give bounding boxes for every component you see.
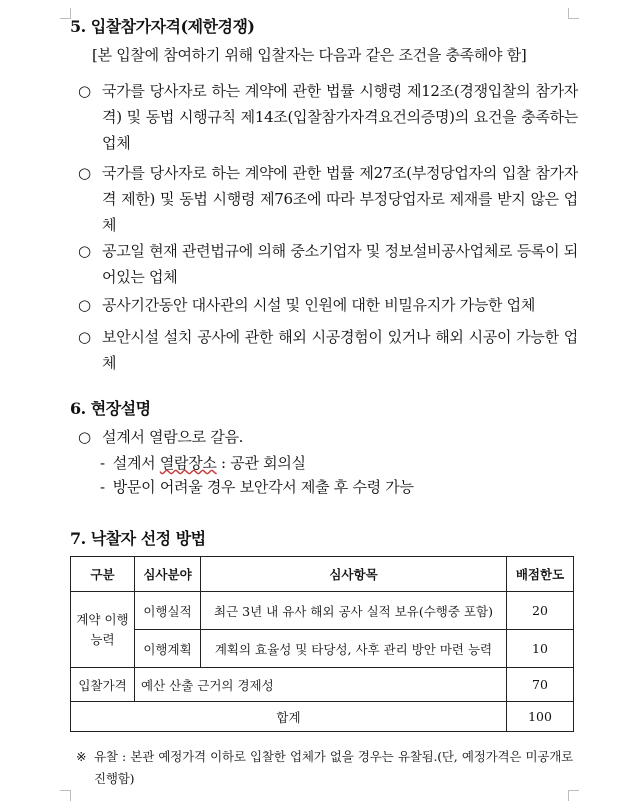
qualification-item-1 [78,78,578,156]
sub1-underlined: 열람장소 [159,454,217,472]
qualification-item-3 [78,238,578,290]
bullet-marker: ○ [78,242,92,260]
section5-title: 5. 입찰참가자격(제한경쟁) [70,17,255,36]
crop-mark-bottom-left [60,790,71,801]
table-row [71,630,574,668]
dash-marker: - [100,478,105,496]
score-cell: 70 [507,668,574,702]
sub2-text: 방문이 어려울 경우 보안각서 제출 후 수령 가능 [112,478,414,496]
qualification-item-4 [78,292,578,318]
table-row [71,592,574,630]
sub1-prefix: 설계서 [112,454,160,472]
qualification-text: 보안시설 설치 공사에 관한 해외 시공경험이 있거나 해외 시공이 가능한 업체 [102,328,578,372]
bullet-marker: ○ [78,296,92,314]
item-cell: 최근 3년 내 유사 해외 공사 실적 보유(수행중 포함) [201,592,507,630]
header-max-score: 배점한도 [507,557,574,592]
bullet-marker: ○ [78,164,92,182]
score-cell: 20 [507,592,574,630]
header-category: 구분 [71,557,135,592]
score-cell: 10 [507,630,574,668]
header-field: 심사분야 [135,557,201,592]
qualification-text: 국가를 당사자로 하는 계약에 관한 법률 시행령 제12조(경쟁입찰의 참가자격) 및 동법 시행규칙 제14조(입찰참가자격요건의증명)의 요건을 충족하는 업체 [102,82,578,152]
site-briefing-text: 설계서 열람으로 갈음. [102,428,244,446]
qualification-text: 국가를 당사자로 하는 계약에 관한 법률 제27조(부정당업자의 입찰 참가자격 제한) 및 동법 시행령 제76조에 따라 부정당업자로 제재를 받지 않은 업체 [102,164,578,234]
crop-mark-bottom-right [568,790,579,801]
table-row [71,668,574,702]
site-briefing-sub-2 [100,476,414,498]
field-cell: 이행계획 [135,630,201,668]
evaluation-table [70,556,574,732]
qualification-item-5 [78,324,578,376]
qualification-text: 공사기간동안 대사관의 시설 및 인원에 대한 비밀유지가 가능한 업체 [102,296,536,314]
bullet-marker: ○ [78,82,92,100]
field-cell: 이행실적 [135,592,201,630]
qualification-text: 공고일 현재 관련법규에 의해 중소기업자 및 정보설비공사업체로 등록이 되어있는 업체 [102,242,578,286]
group-contract-ability: 계약 이행능력 [71,592,135,668]
table-header-row [71,557,574,592]
total-score-cell: 100 [507,702,574,732]
item-cell: 계획의 효율성 및 타당성, 사후 관리 방안 마련 능력 [201,630,507,668]
footnote [70,746,573,790]
total-label-cell: 합계 [71,702,507,732]
footnote-marker: ※ [76,749,87,764]
bullet-marker: ○ [78,328,92,346]
bullet-marker: ○ [78,428,92,446]
section5-note: [본 입찰에 참여하기 위해 입찰자는 다음과 같은 조건을 충족해야 함] [92,46,527,64]
table-total-row [71,702,574,732]
site-briefing-item [78,424,578,450]
qualification-item-2 [78,160,578,238]
price-item-cell: 예산 산출 근거의 경제성 [135,668,507,702]
sub1-suffix: : 공관 회의실 [216,454,306,472]
site-briefing-sub-1 [100,452,306,474]
header-item: 심사항목 [201,557,507,592]
crop-mark-top-right [568,8,579,19]
price-category-cell: 입찰가격 [71,668,135,702]
section7-title: 7. 낙찰자 선정 방법 [70,529,206,548]
dash-marker: - [100,454,105,472]
footnote-text: 유찰 : 본관 예정가격 이하로 입찰한 업체가 없을 경우는 유찰됨.(단, 예정가격은 미공개로 진행함) [94,749,573,786]
section6-title: 6. 현장설명 [70,399,151,418]
